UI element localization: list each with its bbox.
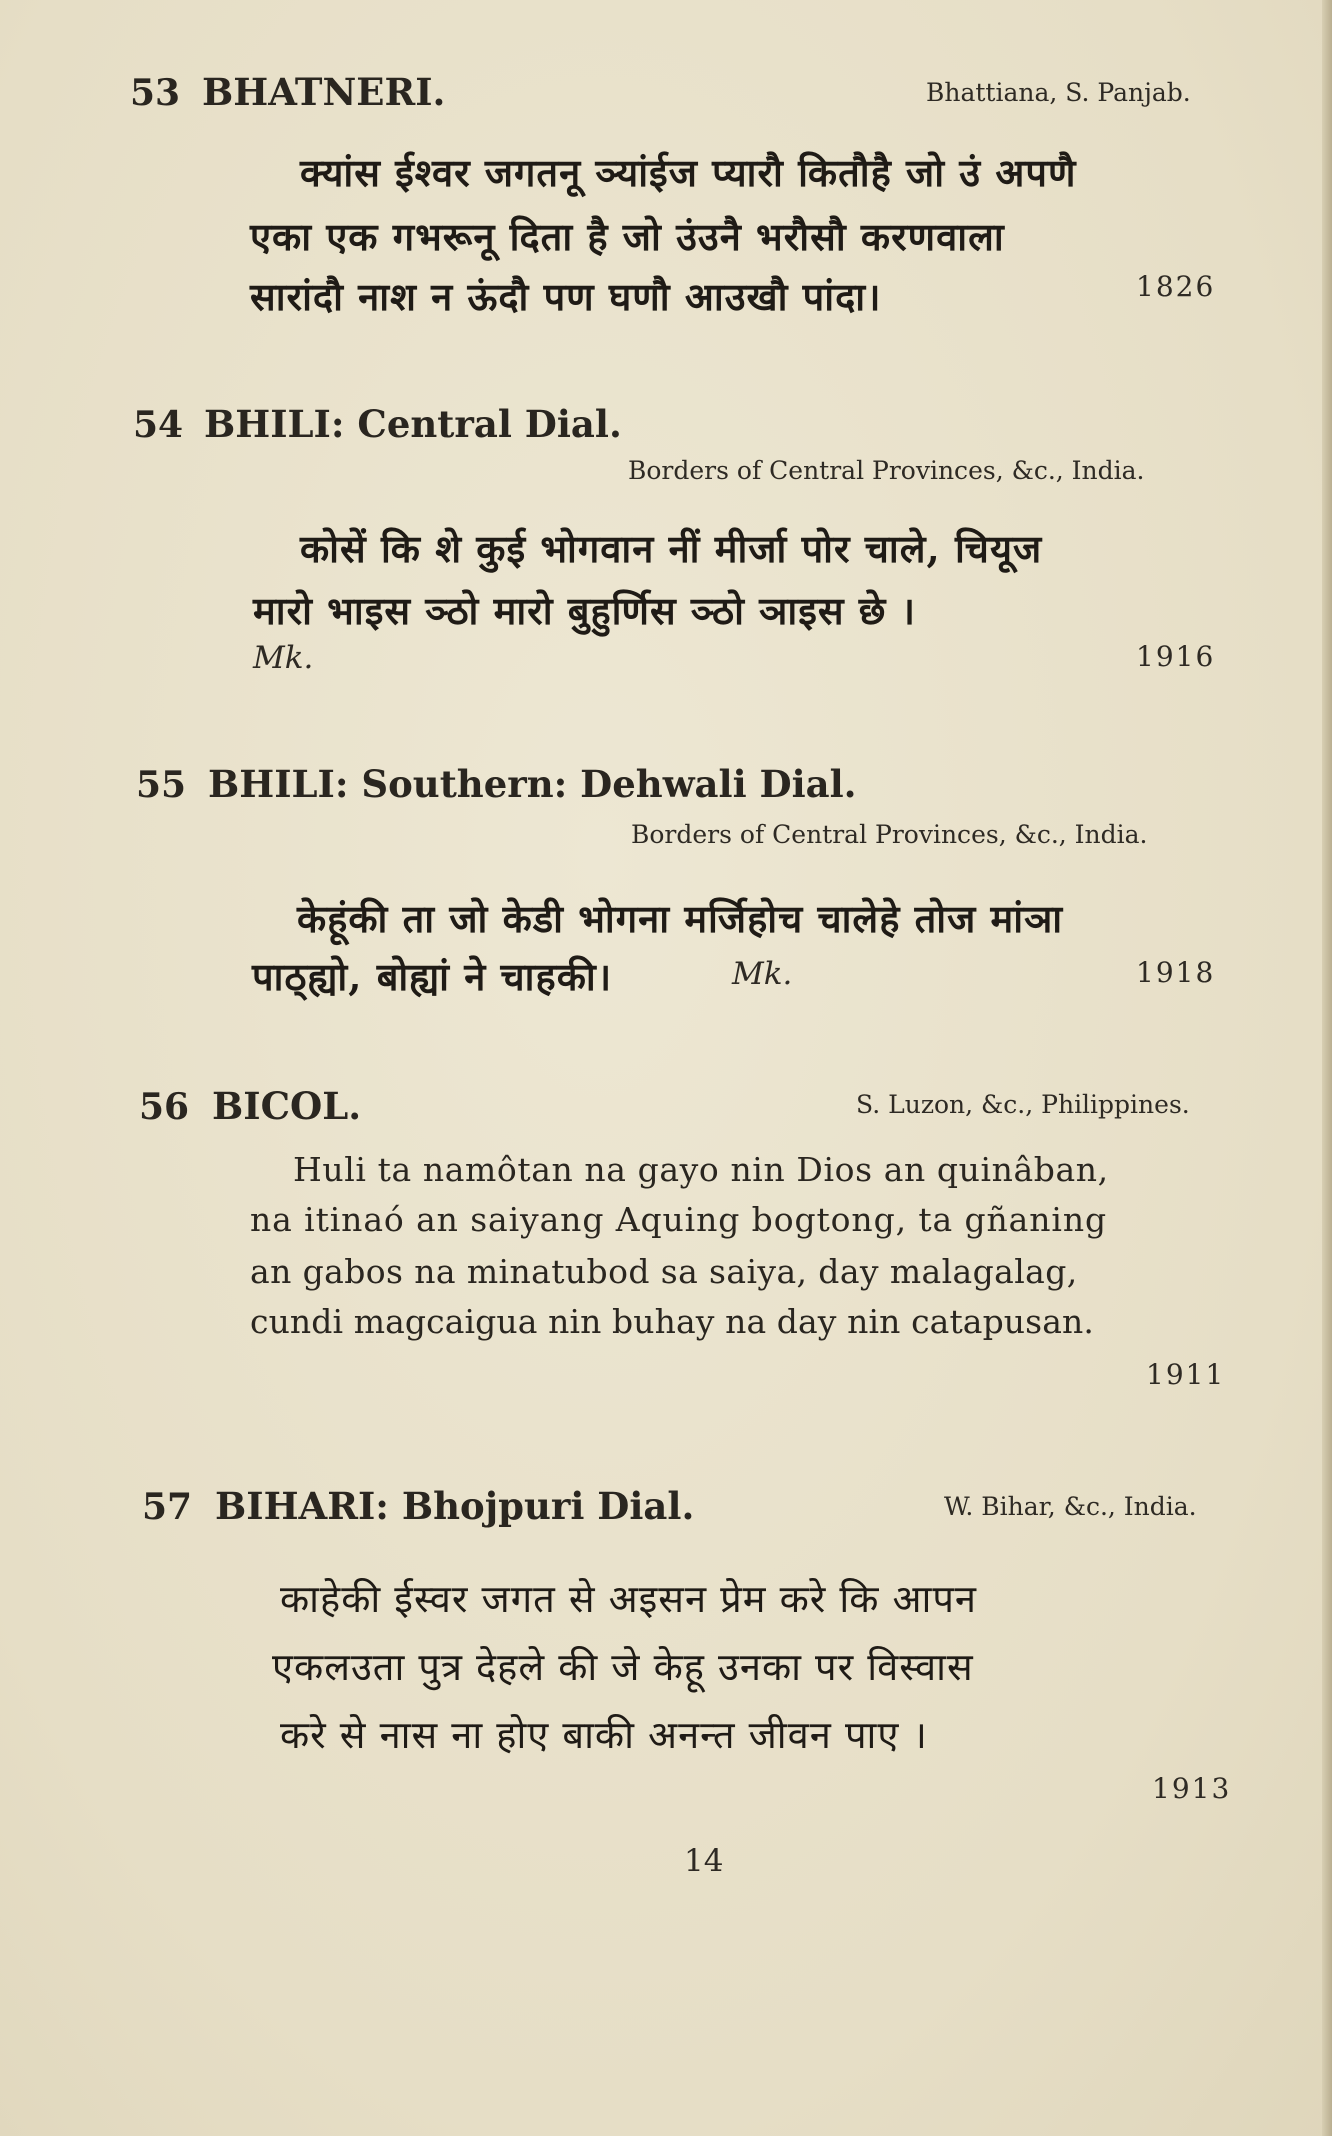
region: Borders of Central Provinces, &c., India. bbox=[628, 456, 1145, 485]
entry-number: 56 bbox=[139, 1086, 190, 1128]
year: 1918 bbox=[1136, 956, 1216, 989]
language-name: BICOL. bbox=[212, 1084, 362, 1128]
text-line: Huli ta namôtan na gayo nin Dios an quinâban, bbox=[293, 1150, 1109, 1189]
year: 1911 bbox=[1146, 1358, 1226, 1391]
text-line: an gabos na minatubod sa saiya, day malagalag, bbox=[250, 1252, 1078, 1291]
text-line: na itinaó an saiyang Aquing bogtong, ta gñaning bbox=[250, 1200, 1108, 1239]
region: S. Luzon, &c., Philippines. bbox=[856, 1090, 1190, 1119]
source: Mk. bbox=[253, 640, 314, 676]
text-line: पाठ्ह्यो, बोह्यां ने चाहकी। bbox=[252, 954, 613, 999]
text-line: मारो भाइस ञ्ठो मारो बुहुर्णिस ञ्ठो ञाइस छे । bbox=[253, 588, 917, 633]
entry-number: 53 bbox=[130, 72, 181, 114]
language-name: BIHARI: Bhojpuri Dial. bbox=[215, 1484, 695, 1528]
year: 1916 bbox=[1136, 640, 1216, 673]
entry-number: 57 bbox=[142, 1486, 193, 1528]
year: 1826 bbox=[1136, 270, 1216, 303]
text-line: क्यांस ईश्वर जगतनू ञ्यांईज प्यारौ कितौहै जो उं अपणै bbox=[300, 150, 1077, 195]
region: Borders of Central Provinces, &c., India. bbox=[631, 820, 1148, 849]
text-line: केहूंकी ता जो केडी भोगना मर्जिहोच चालेहे तोज मांञा bbox=[297, 896, 1064, 941]
language-name: BHILI: Southern: Dehwali Dial. bbox=[208, 762, 857, 806]
text-line: करे से नास ना होए बाकी अनन्त जीवन पाए । bbox=[280, 1713, 928, 1757]
region: W. Bihar, &c., India. bbox=[944, 1492, 1197, 1521]
region: Bhattiana, S. Panjab. bbox=[926, 78, 1191, 107]
text-line: काहेकी ईस्वर जगत से अइसन प्रेम करे कि आपन bbox=[280, 1577, 977, 1621]
text-line: सारांदौ नाश न ऊंदौ पण घणौ आउखौ पांदा। bbox=[250, 274, 882, 319]
entry-number: 55 bbox=[136, 764, 187, 806]
text-line: कोसें कि शे कुई भोगवान नीं मीर्जा पोर चाले, चियूज bbox=[300, 526, 1043, 571]
year: 1913 bbox=[1152, 1772, 1232, 1805]
source: Mk. bbox=[732, 956, 793, 992]
language-name: BHILI: Central Dial. bbox=[204, 402, 622, 446]
page-edge bbox=[1322, 0, 1332, 2136]
text-line: एका एक गभरूनू दिता है जो उंउनै भरौसौ करणवाला bbox=[250, 214, 1005, 259]
language-name: BHATNERI. bbox=[202, 70, 446, 114]
text-line: एकलउता पुत्र देहले की जे केहू उनका पर विस्वास bbox=[272, 1645, 974, 1689]
text-line: cundi magcaigua nin buhay na day nin catapusan. bbox=[250, 1302, 1094, 1341]
page-number: 14 bbox=[684, 1843, 724, 1879]
entry-number: 54 bbox=[133, 404, 184, 446]
